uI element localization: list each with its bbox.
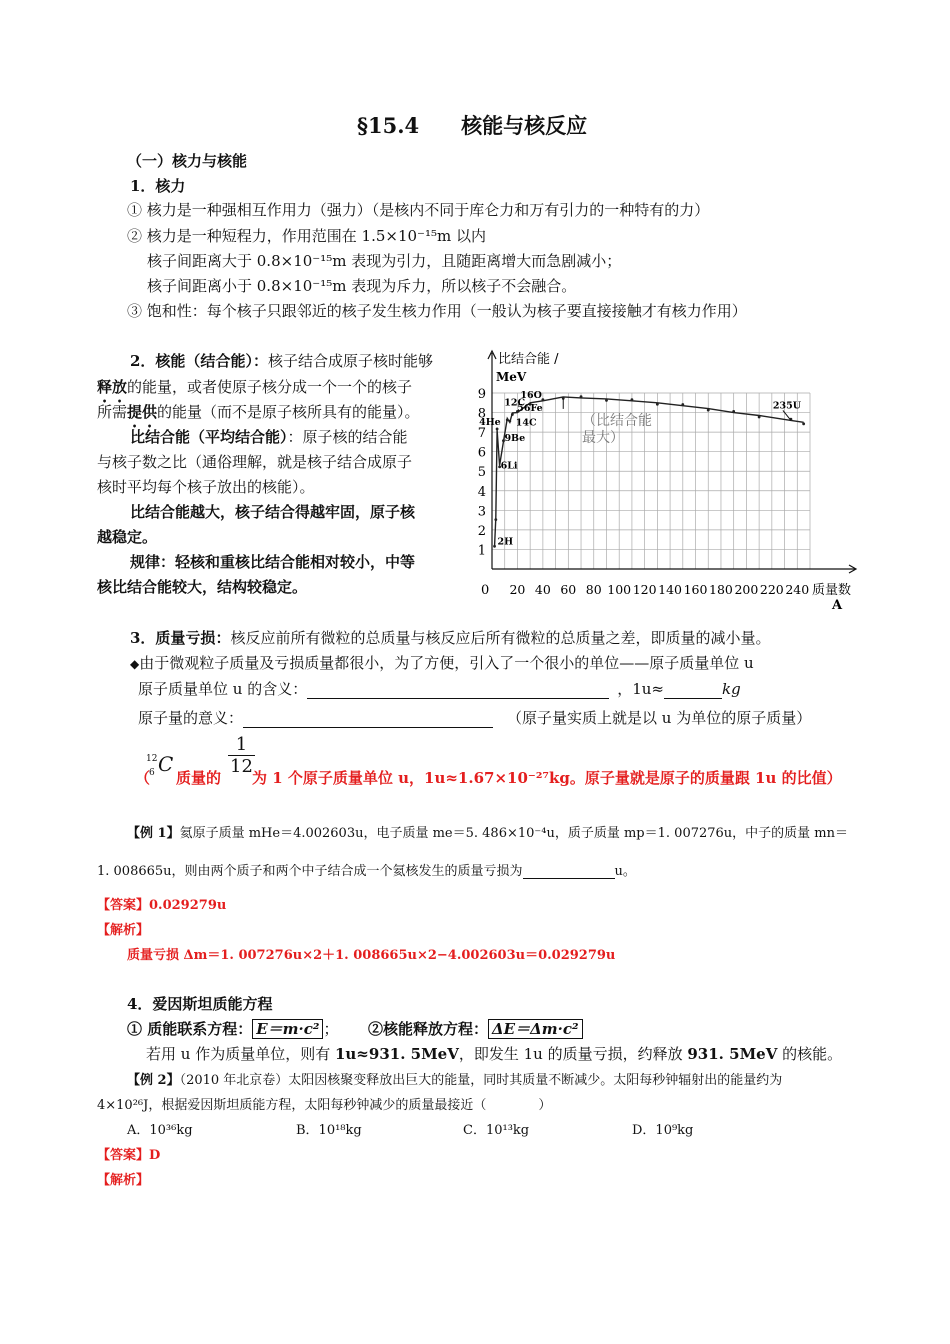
answer-label: 【答案】	[97, 898, 150, 913]
text: ：原子核的结合能	[287, 428, 408, 446]
subheading-mass-defect: 3．质量亏损：	[130, 629, 231, 647]
annotation-label: 235U	[772, 400, 802, 412]
y-tick-label: 9	[477, 387, 486, 402]
red-note	[135, 767, 150, 788]
example-1-line	[127, 822, 848, 841]
text: 原子量的意义：	[138, 709, 244, 727]
option-d[interactable]: D．10⁹kg	[632, 1123, 694, 1138]
option-b[interactable]: B．10¹⁸kg	[296, 1123, 362, 1138]
answer-line	[97, 1144, 160, 1163]
binding-energy-chart	[470, 345, 860, 615]
text: 由于微观粒子质量及亏损质量都很小，为了方便，引入了一个很小的单位——原子质量单位 u	[139, 654, 754, 672]
data-point	[494, 518, 497, 521]
section-heading: （一）核力与核能	[127, 152, 248, 170]
blank-field[interactable]	[307, 682, 609, 699]
text: 1. 008665u，则由两个质子和两个中子结合成一个氦核发生的质量亏损为	[97, 864, 523, 879]
text-line	[138, 707, 811, 728]
example-label: 【例 2】	[127, 1073, 180, 1088]
answer-value: 0.029279u	[149, 898, 227, 913]
example-2-line: 4×10²⁶J，根据爱因斯坦质能方程，太阳每秒钟减少的质量最接近（ ）	[97, 1098, 552, 1113]
term-specific-binding: 比结合能（平均结合能）	[130, 428, 288, 446]
annotation-label: 2H	[497, 536, 514, 548]
text: 为 1 个原子质量单位 u，1u≈1.67×10⁻²⁷kg。原子量就是原子的质量跟 1u 的比值）	[252, 769, 842, 787]
y-tick-label: 1	[477, 543, 486, 559]
text: 核子结合成原子核时能够	[267, 352, 433, 370]
text: 的能量（而不是原子核所具有的能量）。	[157, 403, 420, 421]
annotation-label: 56Fe	[517, 402, 543, 414]
chart-note-1: （比结合能	[582, 413, 652, 429]
data-point	[506, 419, 509, 422]
x-tick-label: 60	[560, 582, 577, 597]
x-tick-label: 200	[734, 582, 759, 597]
data-point	[493, 545, 496, 548]
red-note	[176, 767, 221, 788]
text-line	[146, 1043, 842, 1064]
text: ；	[323, 1020, 339, 1038]
formula-energy-release: ΔE＝Δm·c²	[488, 1019, 583, 1039]
y-tick-label: 6	[477, 445, 486, 461]
red-note	[252, 767, 842, 788]
text-line: 核子间距离大于 0.8×10⁻¹⁵m 表现为引力，且随距离增大而急剧减小；	[147, 252, 622, 270]
chart-note-2: 最大）	[582, 430, 624, 446]
x-tick-label: 220	[759, 582, 784, 597]
text-line	[130, 652, 754, 673]
text-line: 比结合能越大，核子结合得越牢固，原子核	[130, 503, 416, 521]
data-point	[707, 409, 710, 412]
text-line: 与核子数之比（通俗理解，就是核子结合成原子	[97, 453, 413, 471]
data-point	[681, 403, 684, 406]
subheading-binding-energy: 2．核能（结合能）：	[130, 352, 268, 370]
text-bold: 1u≈931. 5MeV	[334, 1045, 459, 1063]
text: 质量的	[176, 769, 222, 787]
nuclide-mass-number: 12	[146, 754, 158, 764]
x-tick-label: 40	[534, 582, 551, 597]
y-tick-label: 3	[477, 504, 486, 520]
text-bold: 931. 5MeV	[687, 1045, 778, 1063]
annotation-label: 14C	[515, 417, 537, 429]
chart-xlabel: 质量数	[812, 583, 852, 598]
text: 若用 u 作为质量单位，则有	[146, 1045, 335, 1063]
explanation-label: 【解析】	[97, 923, 150, 938]
text: 所需	[97, 403, 128, 421]
text: （	[135, 769, 151, 787]
formula-mass-energy: E＝m·c²	[252, 1019, 323, 1039]
subheading-nuclear-force: 1．核力	[130, 177, 186, 195]
blank-field[interactable]	[523, 864, 615, 879]
emphasis-release: 释放	[97, 378, 128, 396]
formula-label: ②核能释放方程：	[368, 1020, 489, 1038]
fraction-one-twelfth	[228, 734, 255, 777]
text-line: 规律：轻核和重核比结合能相对较小，中等	[130, 553, 416, 571]
x-tick-label: 160	[683, 582, 708, 597]
mass-defect-para	[130, 627, 770, 648]
option-a[interactable]: A．10³⁶kg	[127, 1123, 193, 1138]
chart-origin: 0	[481, 583, 490, 598]
blank-field[interactable]	[243, 711, 493, 728]
annotation-label: 9Be	[504, 432, 526, 444]
nuclide-letter: C	[158, 752, 174, 776]
text-line: ③ 饱和性：每个核子只跟邻近的核子发生核力作用（一般认为核子要直接接触才有核力作用）	[127, 302, 747, 320]
formula-line	[368, 1018, 583, 1039]
answer-label: 【答案】	[97, 1148, 150, 1163]
data-point	[541, 398, 544, 401]
annotation-label: 12C	[504, 397, 526, 409]
option-c[interactable]: C．10¹³kg	[463, 1123, 530, 1138]
data-point	[508, 420, 511, 423]
text-line: 核时平均每个核子放出的核能）。	[97, 478, 315, 496]
text-line: 核子间距离小于 0.8×10⁻¹⁵m 表现为斥力，所以核子不会融合。	[147, 277, 577, 295]
example-1-line	[97, 860, 636, 879]
annotation-label: 4He	[479, 417, 501, 429]
data-point	[605, 399, 608, 402]
text: ，1u≈	[617, 680, 664, 698]
text-line: 越稳定。	[97, 528, 158, 546]
text: 的核能。	[777, 1045, 843, 1063]
x-tick-label: 120	[632, 582, 657, 597]
annotation-label: 16O	[520, 389, 542, 401]
data-point	[732, 410, 735, 413]
data-point	[511, 413, 514, 416]
text-line: 核比结合能较大，结构较稳定。	[97, 578, 308, 596]
x-tick-label: 180	[709, 582, 733, 597]
text-line	[138, 678, 741, 699]
text: ，即发生 1u 的质量亏损，约释放	[458, 1045, 688, 1063]
data-point	[758, 416, 761, 419]
data-point	[802, 422, 805, 425]
x-tick-label: 100	[607, 582, 632, 597]
answer-value: D	[149, 1148, 161, 1163]
text-line: ② 核力是一种短程力，作用范围在 1.5×10⁻¹⁵m 以内	[127, 227, 486, 245]
fraction-denominator: 12	[230, 756, 253, 777]
example-2-line	[127, 1069, 782, 1088]
formula-line	[127, 1018, 338, 1039]
explanation-text: 质量亏损 Δm＝1. 007276u×2＋1. 008665u×2−4.002603u＝0.029279u	[127, 948, 616, 963]
blank-field[interactable]	[664, 682, 722, 699]
y-tick-label: 4	[477, 484, 486, 500]
x-tick-label: 140	[658, 582, 683, 597]
y-tick-label: 5	[477, 465, 486, 481]
text: kg	[721, 680, 741, 698]
fraction-numerator: 1	[228, 734, 255, 756]
y-tick-label: 2	[477, 523, 486, 539]
text: （原子量实质上就是以 u 为单位的原子质量）	[507, 709, 812, 727]
text: （2010 年北京卷）太阳因核聚变释放出巨大的能量，同时其质量不断减少。太阳每秒钟辐射出的能量约为	[179, 1073, 783, 1088]
text: 核反应前所有微粒的总质量与核反应后所有微粒的总质量之差，即质量的减小量。	[230, 629, 771, 647]
subheading-einstein: 4．爱因斯坦质能方程	[127, 995, 273, 1013]
annotation-label: 6Li	[500, 460, 518, 472]
text: 原子质量单位 u 的含义：	[138, 680, 308, 698]
explanation-label: 【解析】	[97, 1173, 150, 1188]
data-point	[631, 398, 634, 401]
y-tick-label: 8	[477, 406, 486, 422]
answer-line	[97, 894, 226, 913]
y-tick-label: 7	[477, 426, 486, 442]
bullet-icon: ◆	[130, 657, 140, 671]
page-title: §15.4 核能与核反应	[357, 113, 588, 138]
example-label: 【例 1】	[127, 826, 180, 841]
text: 氦原子质量 mHe＝4.002603u，电子质量 me＝5. 486×10⁻⁴u，质子质量 mp＝1. 007276u，中子的质量 mn＝	[179, 826, 848, 841]
x-tick-label: 20	[509, 582, 526, 597]
nuclide-atomic-number: 6	[149, 768, 155, 778]
text: u。	[614, 864, 636, 879]
chart-ylabel: 比结合能 /	[498, 352, 559, 367]
formula-label: ① 质能联系方程：	[127, 1020, 253, 1038]
binding-energy-para	[130, 350, 433, 371]
text-line: ① 核力是一种强相互作用力（强力）（是核内不同于库仑力和万有引力的一种特有的力）	[127, 201, 710, 219]
x-tick-label: 80	[585, 582, 602, 597]
x-tick-label: 240	[785, 582, 810, 597]
text: 的能量，或者使原子核分成一个一个的核子	[127, 378, 413, 396]
text-line	[130, 426, 408, 447]
data-point	[580, 395, 583, 398]
emphasis-provide: 提供	[127, 403, 158, 421]
data-point	[656, 403, 659, 406]
chart-yunit: MeV	[496, 370, 527, 384]
chart-xlabel2: A	[832, 598, 843, 613]
